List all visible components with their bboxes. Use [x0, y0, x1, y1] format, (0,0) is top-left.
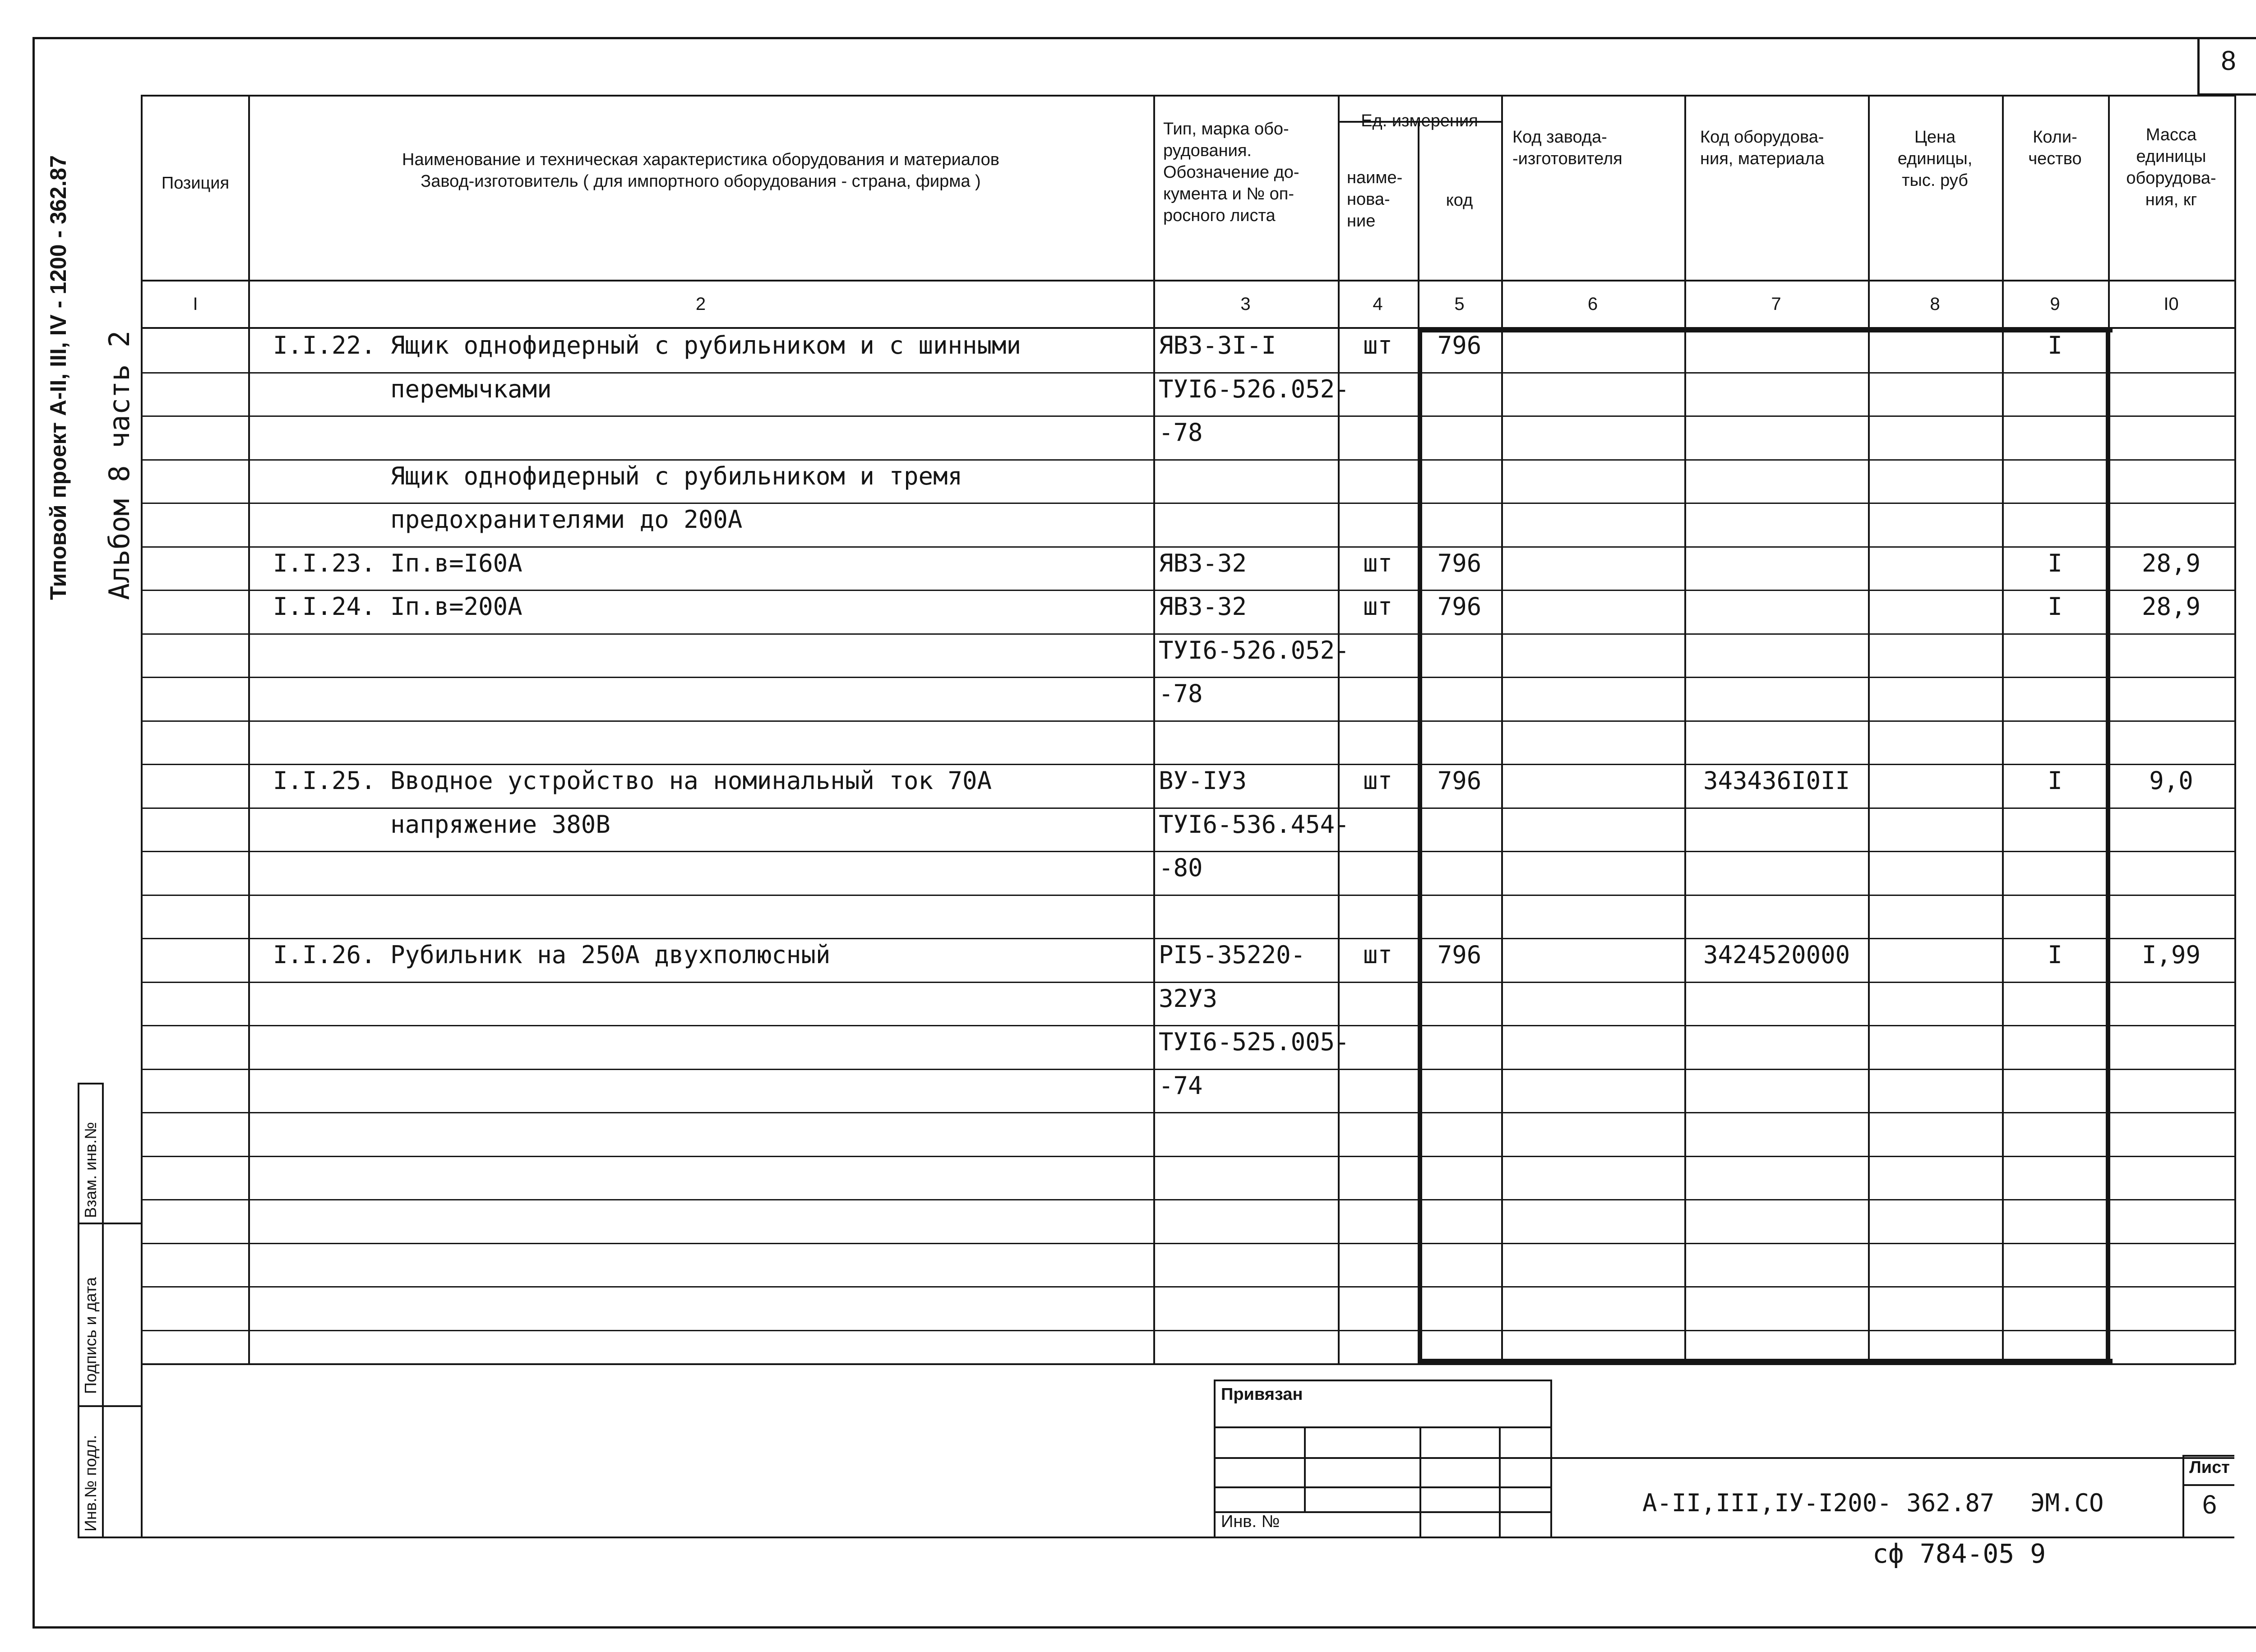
row-separator [141, 633, 2234, 635]
header-mass-line: единицы [2136, 147, 2206, 166]
column-number: I0 [2164, 294, 2179, 314]
cell-type: ТУI6-526.052- [1159, 636, 1350, 664]
header-type [1163, 118, 1335, 226]
stamp-label-replacement: Взам. инв.№ [81, 1121, 100, 1218]
header-type-line: Обозначение до- [1163, 163, 1299, 182]
row-separator [141, 895, 2234, 896]
header-equipment-code-line: ния, материала [1700, 149, 1825, 168]
header-unit-code: код [1446, 191, 1473, 210]
cell-type: ТУI6-526.052- [1159, 375, 1350, 403]
cell-unit-name: шт [1363, 549, 1393, 577]
row-separator [141, 764, 2234, 765]
header-type-line: рудования. [1163, 141, 1252, 160]
cell-type: 32УЗ [1159, 984, 1218, 1013]
cell-mass: 28,9 [2141, 549, 2201, 577]
header-units-group: Ед. измерения [1361, 111, 1478, 130]
cell-equipment-code: 343436I0II [1703, 766, 1850, 795]
cell-name: I.I.26. Рубильник на 250А двухполюсный [273, 941, 831, 969]
cell-name: напряжение 380В [273, 810, 610, 839]
row-separator [141, 1330, 2234, 1331]
cell-type: -80 [1159, 854, 1203, 882]
row-separator [141, 982, 2234, 983]
cell-type: ЯВЗ-32 [1159, 549, 1247, 577]
cell-type: ТУI6-536.454- [1159, 810, 1350, 839]
header-price-line: Цена [1914, 128, 1956, 147]
header-unit-name [1347, 167, 1415, 232]
header-unit-name-line: наиме- [1347, 168, 1403, 187]
inv-number-label: Инв. № [1221, 1512, 1280, 1531]
cell-type: ЯВЗ-32 [1159, 592, 1247, 621]
cell-unit-code: 796 [1437, 549, 1482, 577]
row-separator [141, 808, 2234, 809]
row-separator [141, 459, 2234, 461]
header-mass-line: Масса [2145, 125, 2197, 144]
row-separator [141, 546, 2234, 548]
document-suffix: ЭМ.СО [2030, 1489, 2104, 1517]
column-number: 5 [1454, 294, 1465, 314]
cell-mass: 9,0 [2149, 766, 2193, 795]
cell-name: I.I.25. Вводное устройство на номинальный ток 70А [273, 766, 992, 795]
cell-unit-name: шт [1363, 941, 1393, 969]
cell-quantity: I [2048, 549, 2062, 577]
header-quantity-line: чество [2028, 149, 2082, 168]
row-separator [141, 1243, 2234, 1244]
bottom-note: сф 784-05 9 [1872, 1538, 2046, 1569]
header-unit-name-line: нова- [1347, 190, 1390, 209]
column-number: 7 [1771, 294, 1781, 314]
header-factory-code-line: -изготовителя [1512, 149, 1623, 168]
header-equipment-code-line: Код оборудова- [1700, 128, 1824, 147]
row-separator [141, 1069, 2234, 1070]
cell-mass: 28,9 [2141, 592, 2201, 621]
cell-type: ТУI6-525.005- [1159, 1028, 1350, 1056]
row-separator [141, 1112, 2234, 1113]
column-number: I [193, 294, 198, 314]
cell-unit-name: шт [1363, 331, 1393, 360]
header-type-line: Тип, марка обо- [1163, 120, 1289, 138]
header-factory-code-line: Код завода- [1512, 128, 1607, 147]
cell-name: перемычками [273, 375, 552, 403]
header-mass-line: ния, кг [2145, 190, 2197, 209]
cell-unit-code: 796 [1437, 941, 1482, 969]
row-separator [141, 590, 2234, 591]
column-number: 3 [1240, 294, 1251, 314]
cell-unit-code: 796 [1437, 592, 1482, 621]
row-separator [141, 415, 2234, 417]
header-mass [2108, 124, 2234, 211]
cell-unit-name: шт [1363, 766, 1393, 795]
cell-type: РI5-35220- [1159, 941, 1306, 969]
cell-type: -78 [1159, 679, 1203, 708]
row-separator [141, 503, 2234, 504]
cell-type: ЯВЗ-3I-I [1159, 331, 1276, 360]
header-type-line: кумента и № оп- [1163, 185, 1294, 203]
row-separator [141, 1199, 2234, 1200]
column-number: 6 [1587, 294, 1598, 314]
cell-unit-code: 796 [1437, 331, 1482, 360]
document-code: А-II,III,IУ-I200- 362.87 [1642, 1489, 1995, 1517]
cell-quantity: I [2048, 592, 2062, 621]
cell-name: I.I.23. Iп.в=I60А [273, 549, 522, 577]
stamp-label-inventory: Инв.№ подл. [81, 1435, 100, 1532]
header-quantity-line: Коли- [2033, 128, 2077, 147]
header-name-line1: Наименование и техническая характеристика оборудования и материалов [402, 150, 999, 169]
cell-name: I.I.24. Iп.в=200А [273, 592, 522, 621]
row-separator [141, 1156, 2234, 1157]
row-separator [141, 1025, 2234, 1026]
stamp-label-signature: Подпись и дата [81, 1277, 100, 1394]
header-mass-line: оборудова- [2126, 169, 2216, 188]
cell-type: -78 [1159, 418, 1203, 447]
header-name-line2: Завод-изготовитель ( для импортного оборудования - страна, фирма ) [421, 172, 981, 191]
column-number: 8 [1930, 294, 1940, 314]
column-number: 9 [2050, 294, 2060, 314]
header-position: Позиция [161, 174, 230, 193]
cell-unit-code: 796 [1437, 766, 1482, 795]
corner-page-number: 8 [2221, 46, 2236, 76]
cell-unit-name: шт [1363, 592, 1393, 621]
sheet-number: 6 [2202, 1490, 2217, 1519]
column-number: 4 [1373, 294, 1383, 314]
cell-name: I.I.22. Ящик однофидерный с рубильником и с шинными [273, 331, 1022, 360]
row-separator [141, 938, 2234, 939]
header-price-line: тыс. руб [1902, 171, 1968, 190]
project-title: Типовой проект А-II, III, IV - 1200 - 362.87 [46, 155, 71, 600]
row-separator [141, 851, 2234, 852]
row-separator [141, 1286, 2234, 1287]
cell-type: ВУ-IУЗ [1159, 766, 1247, 795]
privyazan-label: Привязан [1221, 1385, 1303, 1404]
album-label: Альбом 8 часть 2 [103, 330, 136, 600]
header-type-line: росного листа [1163, 206, 1276, 225]
cell-quantity: I [2048, 331, 2062, 360]
column-number: 2 [695, 294, 706, 314]
header-price-line: единицы, [1897, 149, 1973, 168]
row-separator [141, 372, 2234, 374]
cell-name: предохранителями до 200А [273, 505, 743, 534]
row-separator [141, 677, 2234, 678]
header-price [1868, 126, 2002, 191]
header-equipment-code [1700, 126, 1863, 170]
cell-type: -74 [1159, 1071, 1203, 1100]
cell-mass: I,99 [2141, 941, 2201, 969]
cell-quantity: I [2048, 766, 2062, 795]
header-factory-code [1512, 126, 1679, 170]
cell-quantity: I [2048, 941, 2062, 969]
cell-equipment-code: 3424520000 [1703, 941, 1850, 969]
header-quantity [2002, 126, 2108, 170]
sheet-label: Лист [2189, 1458, 2230, 1477]
cell-name: Ящик однофидерный с рубильником и тремя [273, 462, 963, 490]
header-unit-name-line: ние [1347, 212, 1376, 231]
row-separator [141, 720, 2234, 722]
